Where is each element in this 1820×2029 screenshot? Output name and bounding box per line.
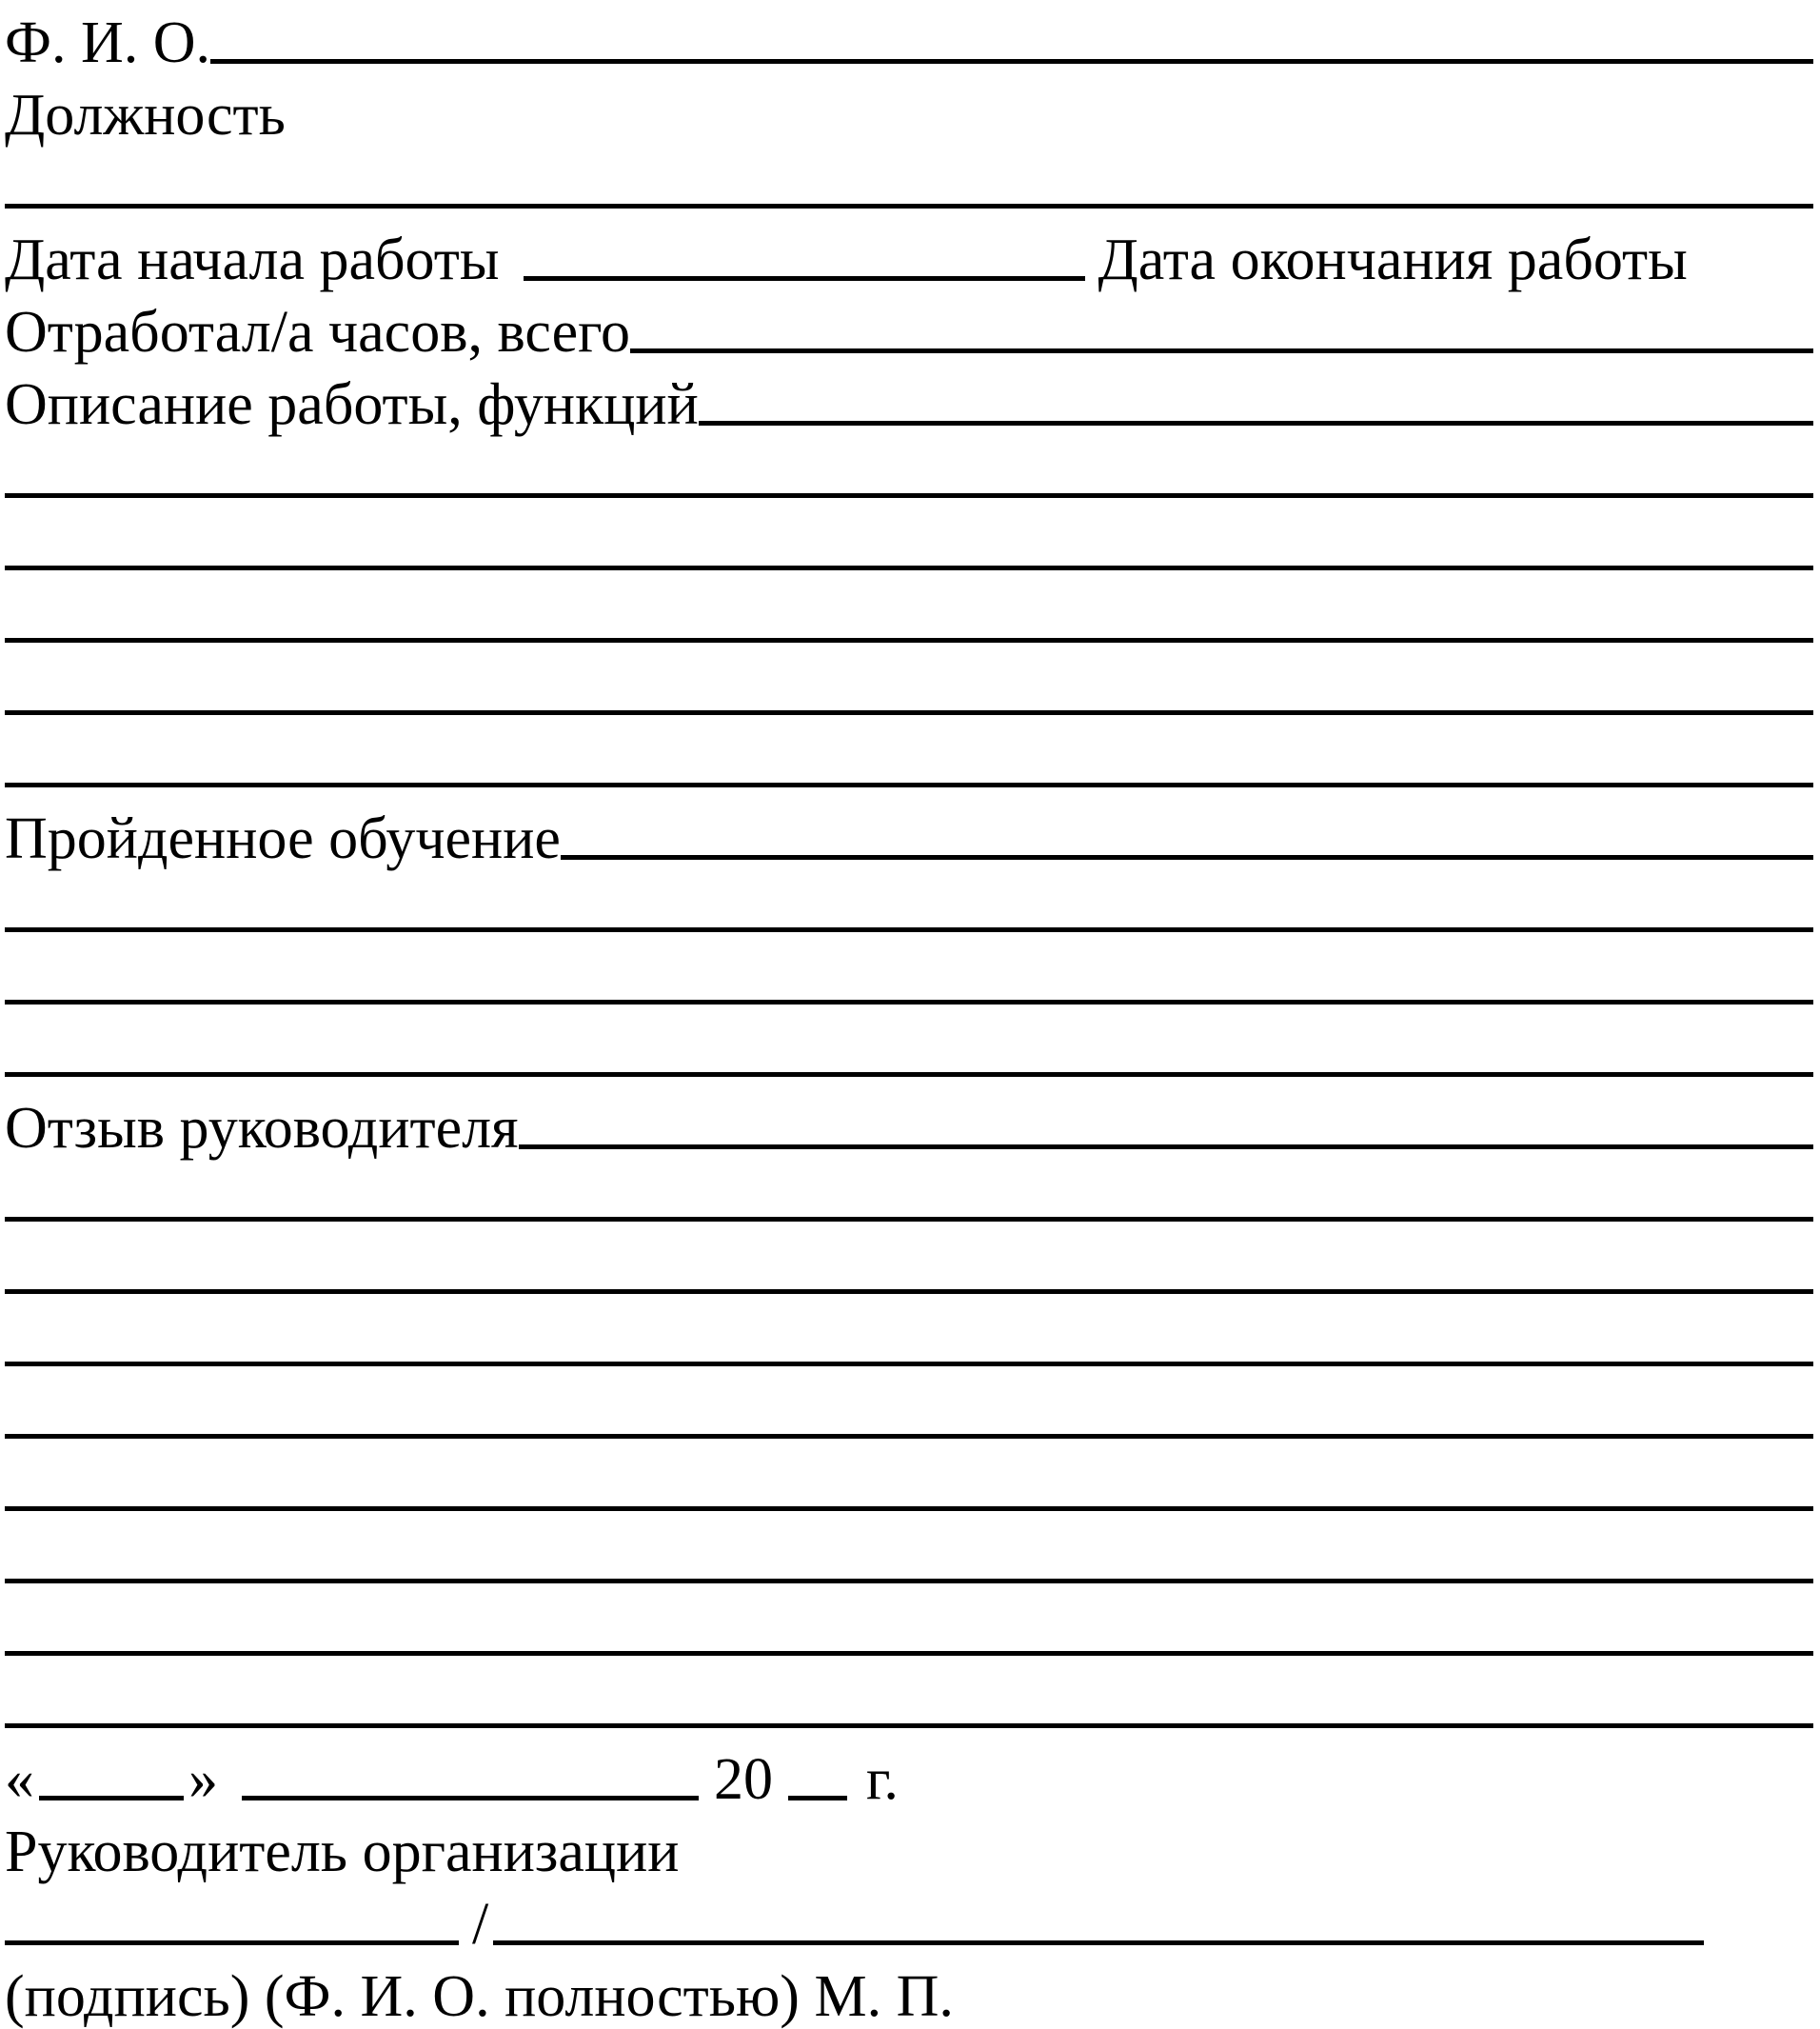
review-line-1-row <box>5 1158 1813 1230</box>
training-row <box>5 796 1813 871</box>
work-description-line-2-row <box>5 507 1813 579</box>
review-line-8-row <box>5 1664 1813 1737</box>
signature-caption-row <box>5 1954 1813 2029</box>
hours-total-row <box>5 289 1813 365</box>
training-label: Пройденное обучение <box>5 806 561 871</box>
signature-caption-label: (подпись) (Ф. И. О. полностью) М. П. <box>5 1964 954 2029</box>
work-description-line-5-row <box>5 724 1813 796</box>
work-description-line-1-row <box>5 434 1813 507</box>
work-description-row <box>5 362 1813 437</box>
signature-row <box>5 1881 1813 1957</box>
review-line-6 <box>5 1579 1813 1583</box>
training-line-2-row <box>5 941 1813 1013</box>
review-row <box>5 1085 1813 1161</box>
review-line-4-row <box>5 1375 1813 1447</box>
work-description-line-4-row <box>5 651 1813 724</box>
training-line-1-row <box>5 868 1813 941</box>
signature-fio-line <box>493 1940 1704 1945</box>
review-line-7 <box>5 1651 1813 1656</box>
position-row <box>5 72 1813 148</box>
hours-total-label: Отработал/а часов, всего <box>5 300 631 365</box>
training-line-2 <box>5 1000 1813 1005</box>
work-description-line <box>699 421 1813 426</box>
review-line-8 <box>5 1723 1813 1728</box>
position-label: Должность <box>5 83 286 148</box>
work-description-line-3-row <box>5 579 1813 651</box>
date-end-label: Дата окончания работы <box>1098 228 1688 292</box>
review-line-1 <box>5 1217 1813 1222</box>
review-line-5 <box>5 1506 1813 1511</box>
review-line-7-row <box>5 1592 1813 1664</box>
signature-line <box>5 1940 459 1945</box>
review-line-3 <box>5 1362 1813 1366</box>
day-line <box>39 1796 184 1800</box>
review-line-3-row <box>5 1303 1813 1375</box>
training-line-3 <box>5 1072 1813 1077</box>
year-line <box>788 1796 847 1800</box>
hours-total-line <box>630 348 1813 353</box>
date-start-label: Дата начала работы <box>5 228 500 292</box>
work-description-line-1 <box>5 493 1813 498</box>
review-line-2 <box>5 1289 1813 1294</box>
close-quote: » <box>188 1747 218 1812</box>
work-description-line-4 <box>5 710 1813 715</box>
open-quote: « <box>5 1747 34 1812</box>
review-line-2-row <box>5 1230 1813 1303</box>
position-line-row <box>5 145 1813 217</box>
training-line-1 <box>5 927 1813 932</box>
training-line-3-row <box>5 1013 1813 1085</box>
work-dates-row <box>5 217 1813 292</box>
date-stamp-row <box>5 1737 1813 1812</box>
work-description-line-5 <box>5 783 1813 787</box>
work-description-label: Описание работы, функций <box>5 372 699 437</box>
review-line <box>519 1144 1813 1149</box>
org-head-row <box>5 1809 1813 1884</box>
position-line <box>5 204 1813 209</box>
slash-separator: / <box>472 1892 489 1957</box>
training-line <box>561 855 1813 860</box>
fio-row <box>5 0 1813 75</box>
review-line-5-row <box>5 1447 1813 1520</box>
month-line <box>242 1796 699 1800</box>
date-start-line <box>524 276 1085 281</box>
review-line-4 <box>5 1434 1813 1439</box>
work-description-line-3 <box>5 638 1813 643</box>
review-line-6-row <box>5 1520 1813 1592</box>
fio-line <box>210 59 1813 64</box>
review-label: Отзыв руководителя <box>5 1096 519 1161</box>
work-description-line-2 <box>5 566 1813 570</box>
org-head-label: Руководитель организации <box>5 1820 680 1884</box>
fio-label: Ф. И. О. <box>5 10 211 75</box>
year-suffix: г. <box>866 1747 899 1812</box>
year-prefix: 20 <box>714 1747 773 1812</box>
